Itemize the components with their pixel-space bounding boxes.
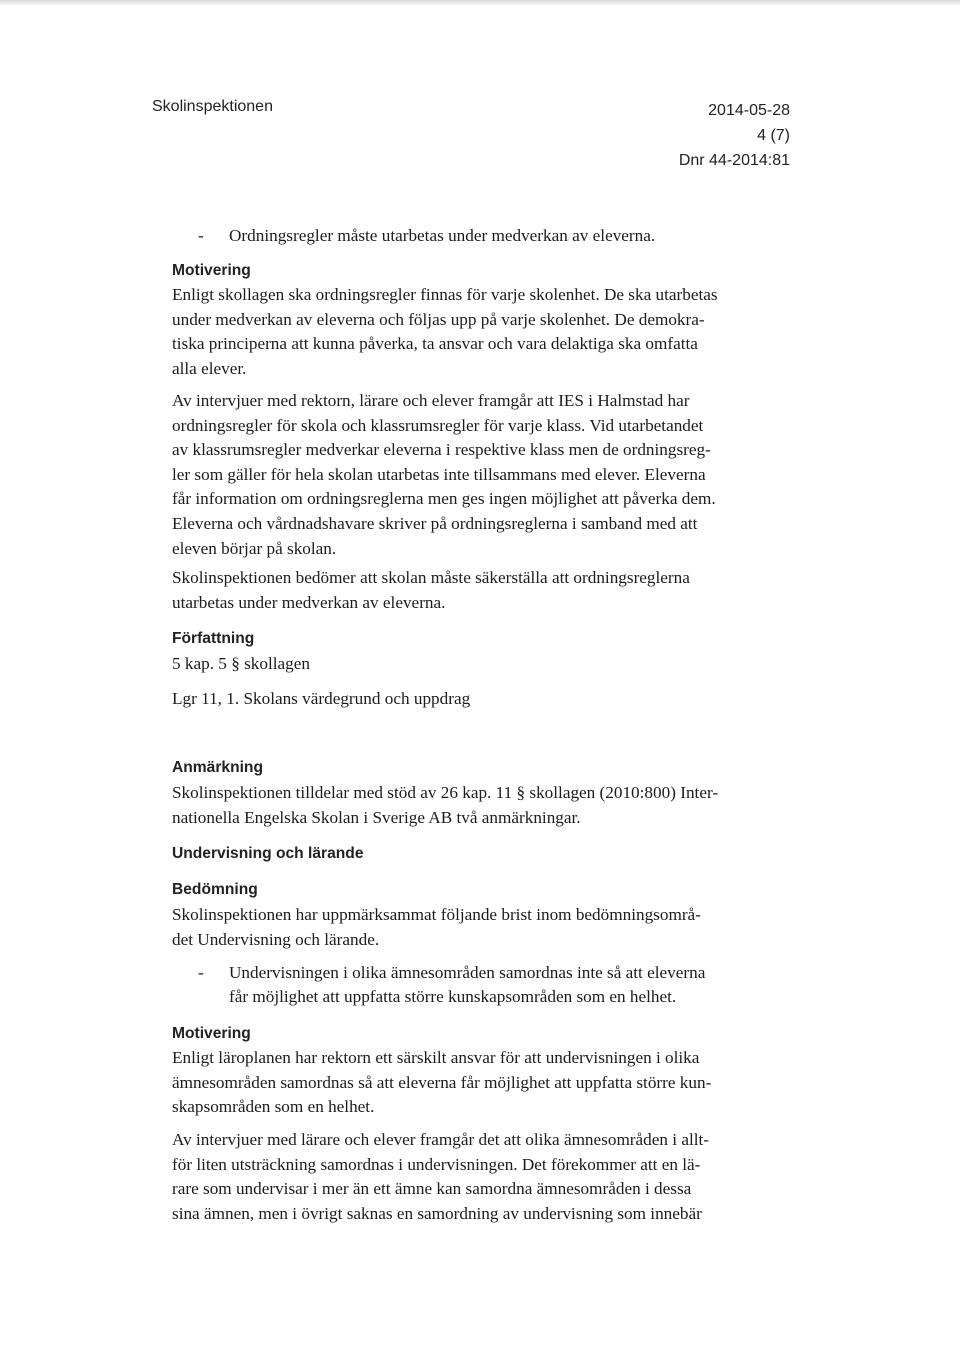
text-line: alla elever. <box>172 358 247 378</box>
text-line: nationella Engelska Skolan i Sverige AB två anmärkningar. <box>172 807 581 827</box>
bullet-text: Ordningsregler måste utarbetas under medverkan av eleverna. <box>229 226 656 245</box>
bullet-dash: - <box>198 963 204 982</box>
motivering-heading: Motivering <box>172 262 251 279</box>
text-line: får möjlighet att uppfatta större kunskapsområden som en helhet. <box>229 987 677 1006</box>
text-line: ämnesområden samordnas så att eleverna får möjlighet att uppfatta större kun- <box>172 1072 712 1092</box>
motivering-paragraph <box>172 283 792 381</box>
anmarkning-paragraph <box>172 781 792 830</box>
text-line: sina ämnen, men i övrigt saknas en samordning av undervisning som innebär <box>172 1203 702 1223</box>
text-line: skapsområden som en helhet. <box>172 1097 375 1117</box>
assessment-paragraph <box>172 566 792 615</box>
text-line: Enligt läroplanen har rektorn ett särskilt ansvar för att undervisningen i olika <box>172 1048 700 1067</box>
text-line: får information om ordningsreglerna men ges ingen möjlighet att påverka dem. <box>172 489 716 509</box>
header-organization: Skolinspektionen <box>152 98 273 115</box>
bullet-dash: - <box>198 226 204 245</box>
bullet-text <box>229 961 789 1009</box>
interview-paragraph-2 <box>172 1128 792 1226</box>
forfattning-heading: Författning <box>172 630 255 647</box>
text-line: under medverkan av eleverna och följas upp på varje skolenhet. De demokra- <box>172 309 705 329</box>
legal-reference: 5 kap. 5 § skollagen <box>172 654 310 673</box>
scan-artifact <box>0 0 960 6</box>
text-line: det Undervisning och lärande. <box>172 929 380 949</box>
header-page-number: 4 (7) <box>757 127 790 144</box>
interview-paragraph <box>172 389 792 561</box>
motivering-heading-2: Motivering <box>172 1025 251 1042</box>
text-line: Undervisningen i olika ämnesområden samordnas inte så att eleverna <box>229 963 706 982</box>
text-line: Skolinspektionen tilldelar med stöd av 26 kap. 11 § skollagen (2010:800) Inter- <box>172 783 719 802</box>
header-date: 2014-05-28 <box>708 102 790 119</box>
text-line: för liten utsträckning samordnas i undervisningen. Det förekommer att en lä- <box>172 1154 701 1174</box>
text-line: Enligt skollagen ska ordningsregler finnas för varje skolenhet. De ska utarbetas <box>172 285 718 304</box>
header-meta <box>679 98 790 173</box>
text-line: Eleverna och vårdnadshavare skriver på ordningsreglerna i samband med att <box>172 513 698 533</box>
text-line: utarbetas under medverkan av eleverna. <box>172 592 446 612</box>
text-line: rare som undervisar i mer än ett ämne kan samordna ämnesområden i dessa <box>172 1179 692 1199</box>
text-line: Skolinspektionen har uppmärksammat följande brist inom bedömningsområ- <box>172 905 701 924</box>
curriculum-reference: Lgr 11, 1. Skolans värdegrund och uppdrag <box>172 689 471 708</box>
text-line: ordningsregler för skola och klassrumsregler för varje klass. Vid utarbetandet <box>172 415 704 435</box>
curriculum-paragraph <box>172 1046 792 1120</box>
bedomning-heading: Bedömning <box>172 881 258 898</box>
text-line: Skolinspektionen bedömer att skolan måste säkerställa att ordningsreglerna <box>172 568 690 587</box>
header-diary-number: Dnr 44-2014:81 <box>678 152 790 169</box>
text-line: ler som gäller för hela skolan utarbetas inte tillsammans med elever. Eleverna <box>172 464 706 484</box>
undervisning-heading: Undervisning och lärande <box>172 845 364 862</box>
text-line: Av intervjuer med rektorn, lärare och elever framgår att IES i Halmstad har <box>172 391 690 410</box>
text-line: eleven börjar på skolan. <box>172 538 337 558</box>
text-line: Av intervjuer med lärare och elever framgår det att olika ämnesområden i allt- <box>172 1130 710 1149</box>
text-line: tiska principerna att kunna påverka, ta ansvar och vara delaktiga ska omfatta <box>172 334 698 354</box>
text-line: av klassrumsregler medverkar eleverna i respektive klass men de ordningsreg- <box>172 440 711 460</box>
bedomning-paragraph <box>172 903 792 952</box>
anmarkning-heading: Anmärkning <box>172 759 263 776</box>
